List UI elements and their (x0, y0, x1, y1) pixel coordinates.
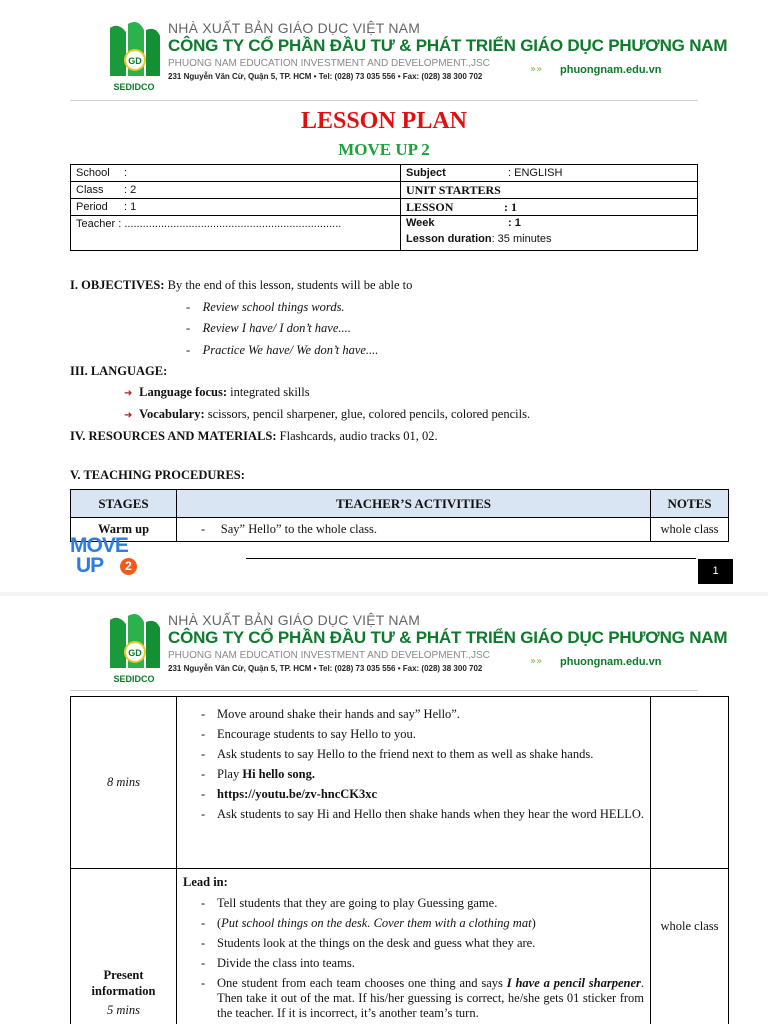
page-title: LESSON PLAN (300, 108, 468, 134)
publisher-name: NHÀ XUẤT BẢN GIÁO DỤC VIỆT NAM (168, 612, 421, 628)
company-name: CÔNG TY CỔ PHẦN ĐẦU TƯ & PHÁT TRIỂN GIÁO DỤC PHƯƠNG NAM (168, 36, 728, 55)
header-divider (70, 690, 698, 691)
activity-item: - Divide the class into teams. (177, 956, 650, 971)
activity-item: - Tell students that they are going to play Guessing game. (177, 896, 650, 911)
school-cell: School : (71, 165, 401, 182)
class-cell: Class : 2 (71, 182, 401, 199)
warmup-time: 8 mins (71, 697, 177, 869)
move-up-logo: MOVE UP 2 (70, 534, 140, 578)
language-focus: ➜ Language focus: integrated skills (124, 385, 310, 399)
col-notes: NOTES (651, 490, 729, 518)
company-website: phuongnam.edu.vn (560, 64, 662, 76)
warmup-activities (177, 697, 651, 869)
procedures-heading: V. TEACHING PROCEDURES: (70, 468, 245, 482)
company-address: 231 Nguyễn Văn Cừ, Quận 5, TP. HCM • Tel: (028) 73 035 556 • Fax: (028) 38 300 702 (168, 664, 483, 673)
week-duration-cell: Week : 1 Lesson duration: 35 minutes (401, 216, 698, 251)
activity-item: - Move around shake their hands and say” Hello”. (177, 707, 650, 722)
col-activities: TEACHER’S ACTIVITIES (177, 490, 651, 518)
svg-text:SEDIDCO: SEDIDCO (113, 674, 155, 684)
resources-line: IV. RESOURCES AND MATERIALS: Flashcards, audio tracks 01, 02. (70, 429, 438, 443)
company-website: phuongnam.edu.vn (560, 656, 662, 668)
procedures-table-continued (70, 696, 729, 1024)
objective-item: - Review I have/ I don’t have.... (186, 321, 351, 335)
present-time: 5 mins (107, 1003, 140, 1017)
arrow-bullet-icon: ➜ (124, 388, 133, 399)
objective-item: - Practice We have/ We don’t have.... (186, 343, 379, 357)
note-cell: whole class (651, 518, 729, 542)
period-cell: Period : 1 (71, 199, 401, 216)
unit-cell: UNIT STARTERS (401, 182, 698, 199)
sedidco-logo (104, 20, 164, 96)
procedures-table (70, 489, 729, 542)
arrow-icon: »» (530, 64, 543, 75)
lesson-cell: LESSON : 1 (401, 199, 698, 216)
svg-text:SEDIDCO: SEDIDCO (113, 82, 155, 92)
svg-text:GD: GD (128, 648, 142, 658)
company-name-en: PHUONG NAM EDUCATION INVESTMENT AND DEVELOPMENT.,JSC (168, 650, 490, 661)
activity-item: - Ask students to say Hello to the friend next to them as well as shake hands. (177, 747, 650, 762)
publisher-header (100, 20, 728, 100)
publisher-name: NHÀ XUẤT BẢN GIÁO DỤC VIỆT NAM (168, 20, 421, 36)
activity-item: - Ask students to say Hi and Hello then shake hands when they hear the word HELLO. (177, 807, 650, 822)
present-note: whole class (651, 869, 729, 1024)
objective-item: - Review school things words. (186, 300, 345, 314)
activity-item: - Encourage students to say Hello to you. (177, 727, 650, 742)
activity-cell: - Say” Hello” to the whole class. (177, 518, 651, 542)
activity-item: - Students look at the things on the desk and guess what they are. (177, 936, 650, 951)
publisher-header (100, 612, 728, 692)
document-page-2 (0, 596, 768, 1024)
note-cell-empty (651, 697, 729, 869)
present-stage-cell (71, 869, 177, 1024)
company-name-en: PHUONG NAM EDUCATION INVESTMENT AND DEVELOPMENT.,JSC (168, 58, 490, 69)
present-activities (177, 869, 651, 1024)
header-divider (70, 100, 698, 101)
sedidco-logo (104, 612, 164, 688)
vocabulary: ➜ Vocabulary: scissors, pencil sharpener, glue, colored pencils, colored pencils. (124, 407, 531, 421)
stage-present: Present information (91, 968, 156, 998)
page-subtitle: MOVE UP 2 (338, 140, 430, 159)
company-name: CÔNG TY CỔ PHẦN ĐẦU TƯ & PHÁT TRIỂN GIÁO DỤC PHƯƠNG NAM (168, 628, 728, 647)
company-address: 231 Nguyễn Văn Cừ, Quận 5, TP. HCM • Tel: (028) 73 035 556 • Fax: (028) 38 300 702 (168, 72, 483, 81)
footer-divider (246, 558, 696, 559)
arrow-bullet-icon: ➜ (124, 410, 133, 421)
page-number: 1 (698, 559, 733, 584)
activity-item: - Play Hi hello song. (177, 767, 650, 782)
language-heading: III. LANGUAGE: (70, 364, 168, 378)
activity-item: - One student from each team chooses one thing and says I have a pencil sharpener. Then take it out of the mat. If his/her guessing is correct, he/she gets 01 sticker from the teacher. If it is incorrect, it’s another team’s turn. (177, 976, 650, 1021)
arrow-icon: »» (530, 656, 543, 667)
activity-link[interactable]: - https://youtu.be/zv-hncCK3xc (177, 787, 650, 802)
lesson-info-table (70, 164, 698, 251)
lead-in-label: Lead in: (183, 875, 228, 889)
col-stages: STAGES (71, 490, 177, 518)
stage-warmup: Warm up (71, 518, 177, 542)
objectives-line: I. OBJECTIVES: By the end of this lesson, students will be able to (70, 278, 413, 292)
teacher-cell: Teacher : ....................................................................... (71, 216, 401, 251)
activity-item: - (Put school things on the desk. Cover them with a clothing mat) (177, 916, 650, 931)
subject-cell: Subject : ENGLISH (401, 165, 698, 182)
svg-text:GD: GD (128, 56, 142, 66)
